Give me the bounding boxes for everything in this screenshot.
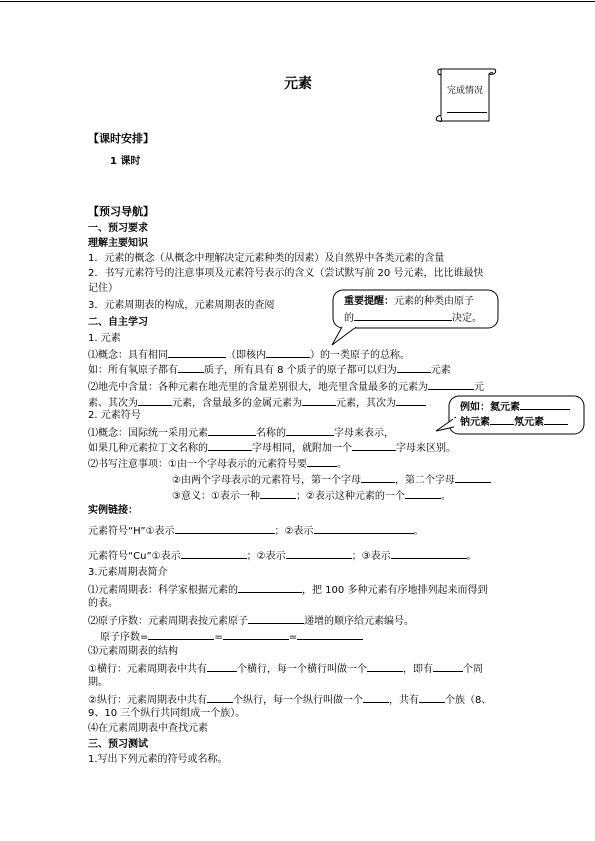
sec2-p1-title: 1. 元素 [88,333,121,344]
completion-label: 完成情况 [447,86,484,96]
cu-symbol-line: 元素符号“Cu”①表示 ；②表示 ；③表示 。 [88,551,477,562]
element-example-line: 如：所有氧原子都有 质子，所有具有 8 个质子的原子都可以归为 元素 [88,365,451,376]
example-line-1: 例如：氦元素 [460,400,570,415]
h-symbol-line: 元素符号“H”①表示 ；②表示 。 [88,526,424,537]
find-element-line: ⑷在元素周期表中查找元素 [88,723,208,734]
periodic-table-line: ⑴元素周期表：科学家根据元素的 ，把 100 多种元素有序地排列起来而得到 [88,585,488,596]
sec2-p2-title: 2. 元素符号 [88,410,141,421]
atomic-number-line: ⑵原子序数：元素周期表按元素原子 递增的顺序给元素编号。 [88,616,414,627]
examples-heading: 实例链接： [88,505,138,516]
header-rule [0,1,595,2]
sec1-item: 3．元素周期表的构成，元素周期表的查阅 [88,300,275,311]
sec3-title: 3.元素周期表简介 [88,567,168,578]
completion-scroll-box [435,65,497,125]
scroll-frame-icon [435,65,497,127]
writing-note-line-2: ②由两个字母表示的元素符号，第一个字母 ，第二个字母 [172,473,491,487]
symbol-concept-line: ⑴概念：国际统一采用元素 名称的 字母来表示， [88,428,394,439]
group-col-line-2: 9、10 三个纵行共同组成一个族）。 [88,708,246,719]
writing-note-line: ⑵书写注意事项：①由一个字母表示的元素符号要 。 [88,459,347,470]
period-row-line-2: 期。 [88,677,108,688]
element-concept-line: ⑴概念：具有相同 （即核内 ）的一类原子的总称。 [88,350,410,361]
sec1-item: 1．元素的概念（从概念中理解决定元素种类的因素）及自然界中各类元素的含量 [88,253,445,264]
sec2-heading: 二、自主学习 [88,317,148,328]
group-col-line: ②纵行：元素周期表中共有 个纵行，每一个纵行叫做一个 ，共有 个族（8、 [88,695,492,706]
sec1-heading: 一、预习要求 [88,223,148,234]
sec1-subheading: 理解主要知识 [88,238,148,249]
schedule-value: 1 课时 [110,156,141,167]
sec4-heading: 三、预习测试 [88,739,148,750]
sec1-item: 2．书写元素符号的注意事项及元素符号表示的含义（尝试默写前 20 号元素，比比谁最快 [88,268,484,279]
sec4-question-1: 1.写出下列元素的符号或名称。 [88,754,228,765]
example-line-2: 钠元素 氖元素 [460,415,568,430]
preview-heading: 【预习导航】 [88,205,154,218]
reminder-callout [332,289,500,341]
page-title: 元素 [284,76,312,92]
period-row-line: ①横行：元素周期表中共有 个横行，每一个横行叫做一个 ，即有 个周 [88,664,483,675]
crust-content-line-2: 素、其次为 元素，含量最多的金属元素为 元素，其次为 [88,396,426,410]
atomic-number-equation: 原子序数= = = [100,630,363,644]
example-callout [448,395,588,440]
periodic-table-line-2: 的表。 [88,598,118,609]
reminder-line-2: 的 决定。 [344,313,482,324]
symbol-concept-line-2: 如果几种元素拉丁文名称的 字母相同，就附加一个 字母来区别。 [88,443,456,454]
schedule-heading: 【课时安排】 [88,132,154,145]
reminder-line-1: 重要提醒：元素的种类由原子 [344,296,474,307]
structure-title: ⑶元素周期表的结构 [88,646,178,657]
crust-content-line: ⑵地壳中含量：各种元素在地壳里的含量差别很大，地壳里含量最多的元素为 元 [88,382,484,393]
writing-note-line-3: ③意义：①表示一种 ；②表示这种元素的一个 。 [172,491,451,502]
completion-blank [447,112,487,113]
sec1-item: 记住） [88,283,118,294]
